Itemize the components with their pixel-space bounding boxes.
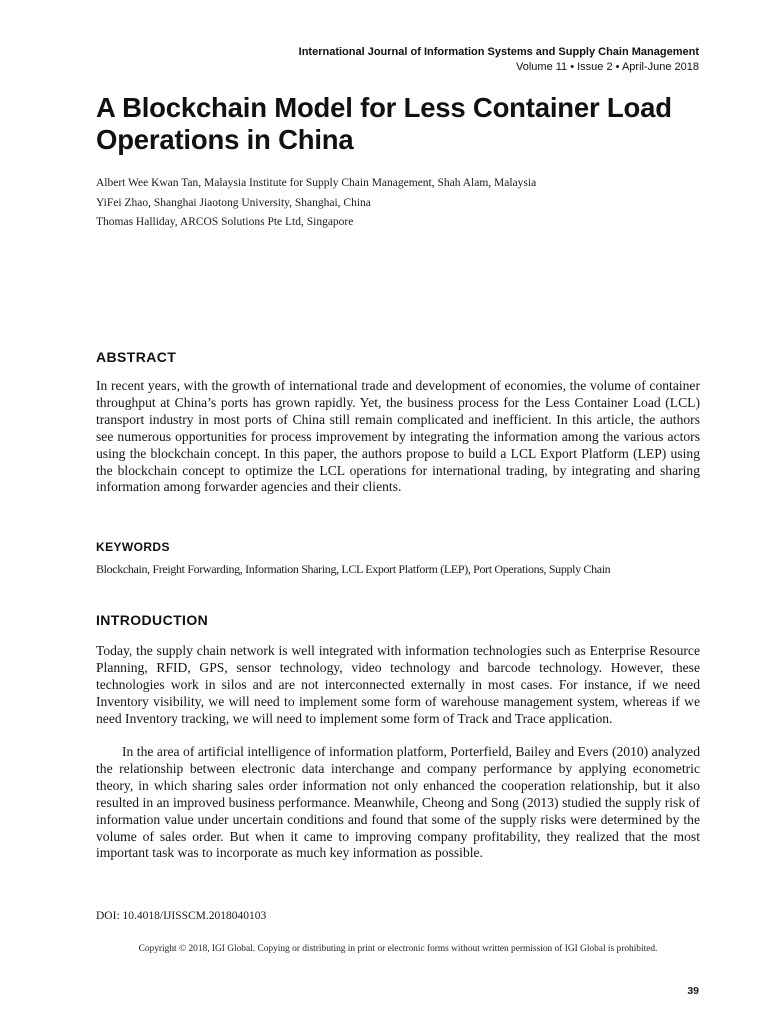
keywords-text: Blockchain, Freight Forwarding, Information Sharing, LCL Export Platform (LEP), Port Operations, Supply Chain xyxy=(96,562,611,576)
journal-name: International Journal of Information Systems and Supply Chain Management xyxy=(298,46,699,58)
author-affiliation: Albert Wee Kwan Tan, Malaysia Institute for Supply Chain Management, Shah Alam, Malaysia xyxy=(96,177,537,189)
abstract-heading: ABSTRACT xyxy=(96,349,177,365)
doi-link[interactable]: DOI: 10.4018/IJISSCM.2018040103 xyxy=(96,910,267,922)
paper-title: A Blockchain Model for Less Container Load Operations in China xyxy=(96,92,672,155)
keywords-heading: KEYWORDS xyxy=(96,540,170,554)
introduction-heading: INTRODUCTION xyxy=(96,612,209,628)
journal-issue: Volume 11 • Issue 2 • April-June 2018 xyxy=(516,61,699,73)
journal-header xyxy=(299,45,699,75)
page-number: 39 xyxy=(687,985,699,997)
author-affiliation: YiFei Zhao, Shanghai Jiaotong University, Shanghai, China xyxy=(96,196,371,209)
abstract-text: In recent years, with the growth of international trade and development of economies, the volume of container throughput at China’s ports has grown rapidly. Yet, the business process for the Less Container Load (LCL) transport industry in most ports of China still remain complicated and inefficient. In this article, the authors see numerous opportunities for process improvement by integrating the information among the various actors using the blockchain concept. In this paper, the authors propose to build a LCL Export Platform (LEP) using the blockchain concept to optimize the LCL operations for international trading, by integrating and sharing information among forwarder agencies and their clients. xyxy=(96,378,700,495)
introduction-paragraph: In the area of artificial intelligence of information platform, Porterfield, Bailey and Evers (2010) analyzed the relationship between electronic data interchange and company performance by applying econometric theory, in which sharing sales order information not only enhanced the cooperation relationship, but it also resulted in an improved business performance. Meanwhile, Cheong and Song (2013) studied the supply risk of information value under uncertain conditions and found that some of the supply risks were determined by the volume of sales order. But when it came to improving company profitability, they realized that the most important task was to incorporate as much key information as possible. xyxy=(96,744,700,861)
copyright-notice: Copyright © 2018, IGI Global. Copying or distributing in print or electronic forms without written permission of IGI Global is prohibited. xyxy=(138,944,658,954)
introduction-paragraph: Today, the supply chain network is well integrated with information technologies such as Enterprise Resource Planning, RFID, GPS, sensor technology, video technology and barcode technology. However, these technologies work in silos and are not interconnected externally in most cases. For instance, if we need Inventory visibility, we will need to implement some form of warehouse management system, whereas if we need Inventory tracking, we will need to implement some form of Track and Trace application. xyxy=(96,643,700,726)
author-affiliation: Thomas Halliday, ARCOS Solutions Pte Ltd, Singapore xyxy=(96,216,354,228)
author-list xyxy=(96,174,700,233)
